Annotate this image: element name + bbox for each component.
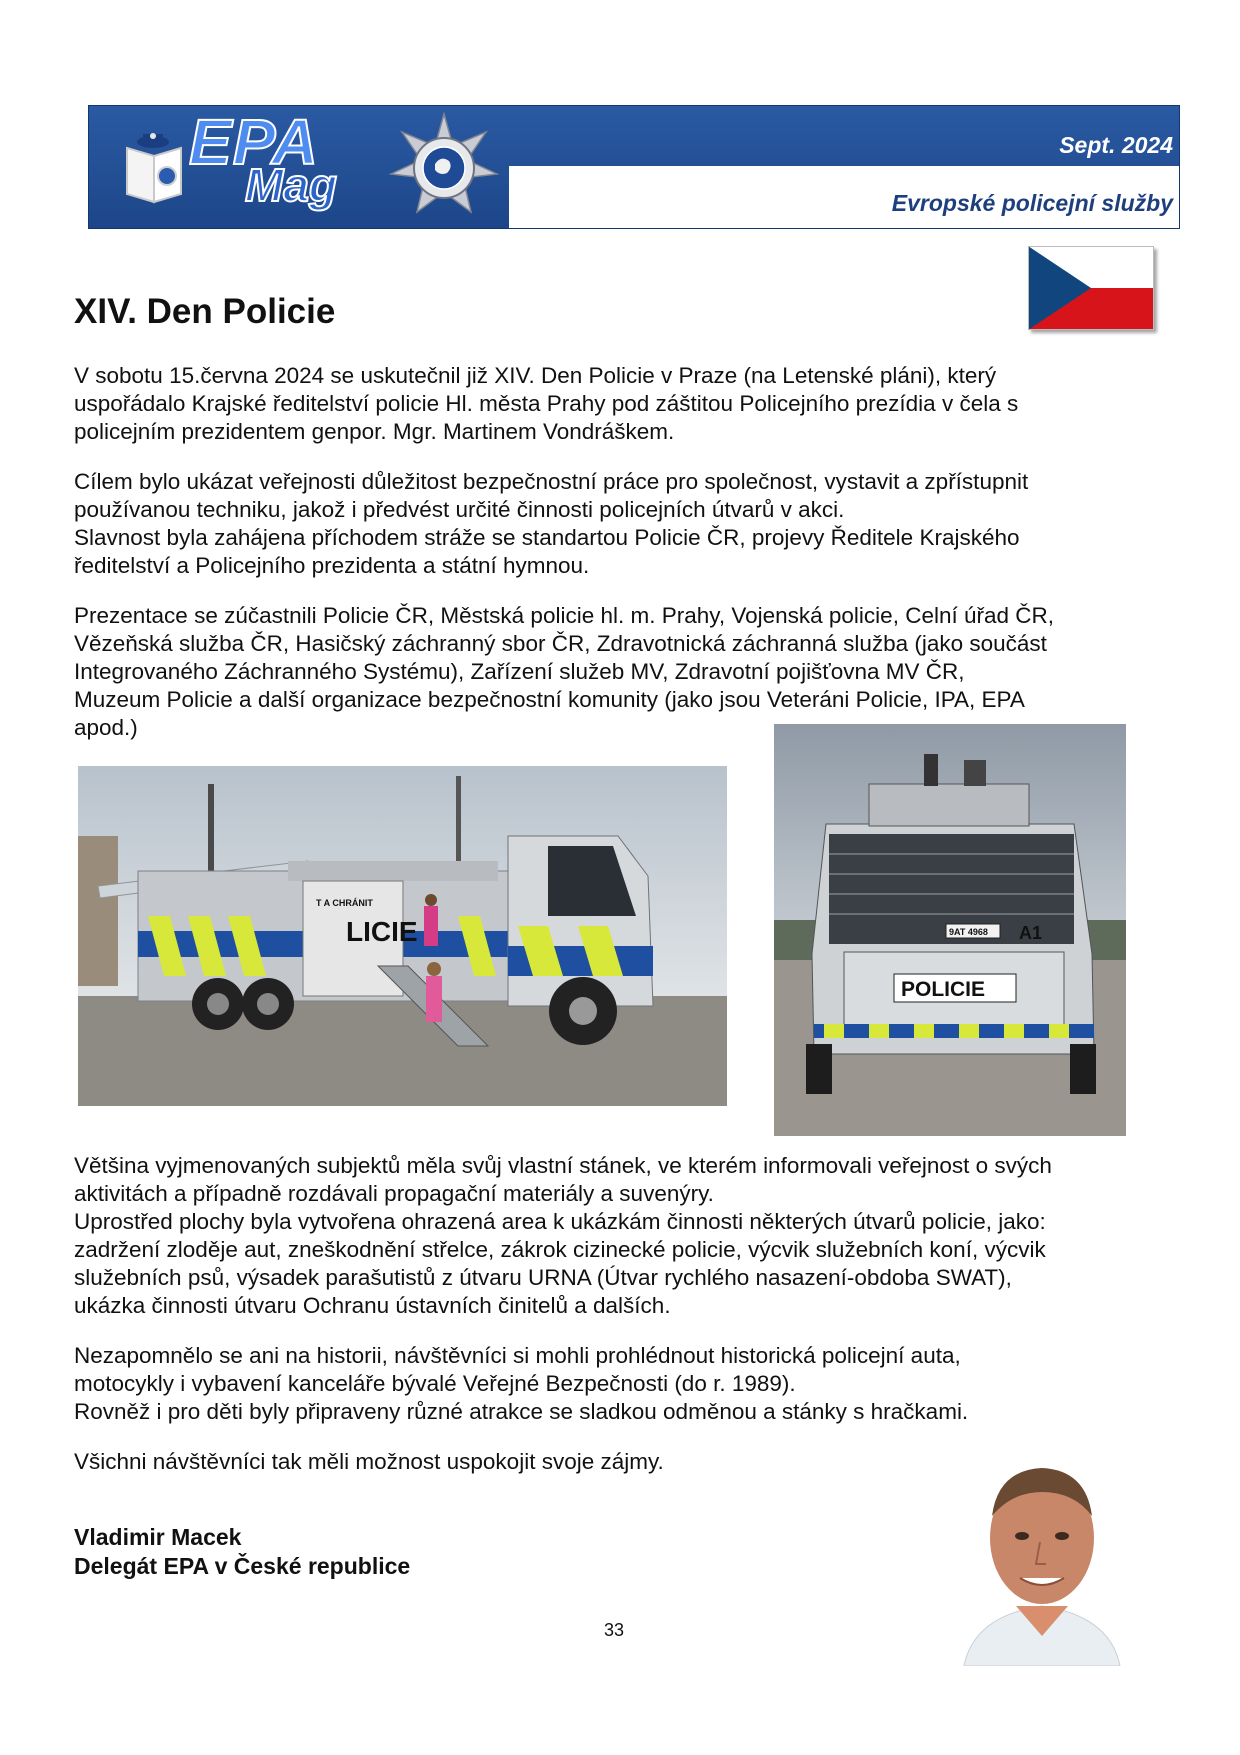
truck-top-label: T A CHRÁNIT bbox=[316, 898, 373, 908]
paragraph-line: Slavnost byla zahájena příchodem stráže se standartou Policie ČR, projevy Ředitele Krajského bbox=[74, 525, 1020, 550]
paragraph-line: Rovněž i pro děti byly připraveny různé atrakce se sladkou odměnou a stánky s hračkami. bbox=[74, 1399, 969, 1424]
paragraph-goal bbox=[74, 468, 1174, 580]
paragraph-line: služebních psů, výsadek parašutistů z útvaru URNA (Útvar rychlého nasazení-obdoba SWAT), bbox=[74, 1265, 1012, 1290]
page-number: 33 bbox=[604, 1620, 625, 1640]
paragraph-intro bbox=[74, 362, 1174, 446]
logo-mag-text: Mag bbox=[245, 159, 337, 211]
paragraph-line: Nezapomnělo se ani na historii, návštěvníci si mohli prohlédnout historická policejní auta, bbox=[74, 1343, 961, 1368]
header-banner bbox=[88, 105, 1180, 229]
paragraph-participants bbox=[74, 602, 1174, 742]
author-portrait-photo bbox=[954, 1446, 1130, 1666]
paragraph-line: používanou techniku, jakož i předvést určité činnosti policejních útvarů v akci. bbox=[74, 497, 845, 522]
vehicle-unit-mark: A1 bbox=[1019, 923, 1043, 943]
paragraph-line: Většina vyjmenovaných subjektů měla svůj vlastní stánek, ve kterém informovali veřejnost o svých bbox=[74, 1153, 1052, 1178]
paragraph-line: policejním prezidentem genpor. Mgr. Martinem Vondráškem. bbox=[74, 419, 675, 444]
paragraph-line: apod.) bbox=[74, 715, 138, 740]
paragraph-line: motocykly i vybavení kanceláře bývalé Veřejné Bezpečnosti (do r. 1989). bbox=[74, 1371, 796, 1396]
vehicle-plate: 9AT 4968 bbox=[949, 927, 988, 937]
paragraph-line: ukázka činnosti útvaru Ochranu ústavních činitelů a dalších. bbox=[74, 1293, 671, 1318]
author-role: Delegát EPA v České republice bbox=[74, 1553, 411, 1579]
truck-side-label: LICIE bbox=[346, 916, 418, 947]
vehicle-label: POLICIE bbox=[901, 978, 986, 1001]
paragraph-line: Všichni návštěvníci tak měli možnost uspokojit svoje zájmy. bbox=[74, 1449, 664, 1474]
czech-flag-icon bbox=[1028, 246, 1154, 330]
paragraph-history bbox=[74, 1342, 1174, 1426]
paragraph-line: Cílem bylo ukázat veřejnosti důležitost bezpečnostní práce pro společnost, vystavit a zpřístupnit bbox=[74, 469, 1029, 494]
police-star-emblem-icon bbox=[389, 112, 499, 222]
logo-epa-text: EPA bbox=[189, 106, 319, 178]
banner-subtitle: Evropské policejní služby bbox=[891, 190, 1173, 216]
paragraph-line: uspořádalo Krajské ředitelství policie Hl. města Prahy pod záštitou Policejního prezídia v čela s bbox=[74, 391, 1019, 416]
paragraph-line: V sobotu 15.června 2024 se uskutečnil již XIV. Den Policie v Praze (na Letenské pláni), který bbox=[74, 363, 997, 388]
paragraph-activities bbox=[74, 1152, 1174, 1320]
paragraph-line: Integrovaného Záchranného Systému), Zařízení služeb MV, Zdravotní pojišťovna MV ČR, bbox=[74, 659, 965, 684]
paragraph-line: aktivitách a případně rozdávali propagační materiály a suvenýry. bbox=[74, 1181, 714, 1206]
book-logo-icon bbox=[119, 128, 189, 208]
paragraph-line: Muzeum Policie a další organizace bezpečnostní komunity (jako jsou Veteráni Policie, IPA, EPA bbox=[74, 687, 1025, 712]
paragraph-line: ředitelství a Policejního prezidenta a státní hymnou. bbox=[74, 553, 590, 578]
issue-date: Sept. 2024 bbox=[1059, 132, 1173, 158]
author-name: Vladimir Macek bbox=[74, 1524, 242, 1550]
paragraph-line: zadržení zloděje aut, zneškodnění střelce, zákrok cizinecké policie, výcvik služebních koní, výcvik bbox=[74, 1237, 1046, 1262]
paragraph-line: Uprostřed plochy byla vytvořena ohrazená area k ukázkám činnosti některých útvarů policie, jako: bbox=[74, 1209, 1046, 1234]
article-title: XIV. Den Policie bbox=[74, 292, 336, 331]
paragraph-line: Prezentace se zúčastnili Policie ČR, Městská policie hl. m. Prahy, Vojenská policie, Celní úřad ČR, bbox=[74, 603, 1055, 628]
police-armoured-vehicle-photo bbox=[774, 724, 1126, 1136]
paragraph-line: Vězeňská služba ČR, Hasičský záchranný sbor ČR, Zdravotnická záchranná služba (jako součást bbox=[74, 631, 1047, 656]
police-command-truck-photo bbox=[78, 766, 727, 1106]
